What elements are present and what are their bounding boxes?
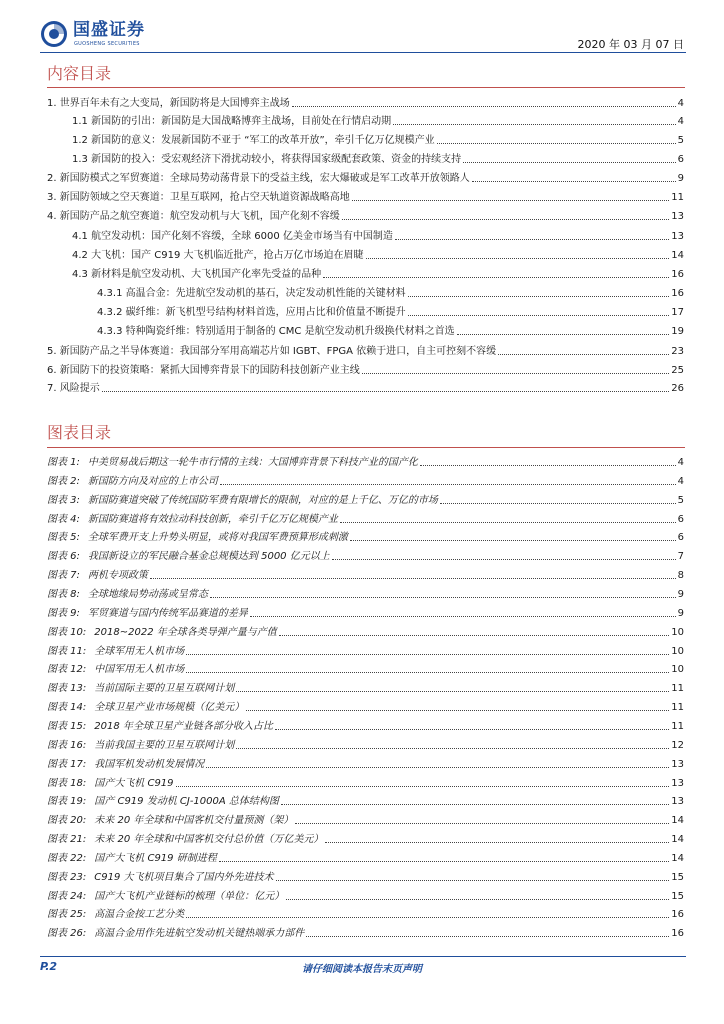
- leader-dots: [408, 296, 670, 297]
- figure-entry-label: 图表 17:: [47, 758, 87, 770]
- figure-entry-label: 图表 9:: [47, 607, 80, 619]
- leader-dots: [219, 861, 670, 862]
- figure-entry-label: 图表 16:: [47, 739, 87, 751]
- toc-entry-page: 17: [671, 307, 684, 318]
- toc-title: 内容目录: [47, 64, 112, 83]
- figure-entry-label: 图表 6:: [47, 551, 80, 563]
- toc-entry-page: 11: [671, 192, 684, 203]
- toc-entry-title: 4.2 大飞机：国产 C919 大飞机临近批产，抢占万亿市场迫在眉睫: [72, 250, 364, 261]
- figure-entry-title: 两机专项政策: [87, 570, 148, 582]
- figure-entry[interactable]: [47, 567, 684, 582]
- figure-entry[interactable]: [47, 925, 684, 940]
- toc-entry-title: 4.1 航空发动机：国产化刻不容缓，全球 6000 亿美金市场当有中国制造: [72, 231, 393, 242]
- leader-dots: [340, 522, 676, 523]
- figure-entry-title: 国产大飞机 C919 研制进程: [94, 852, 217, 864]
- figure-entry-title: 我国军机发动机发展情况: [94, 758, 205, 770]
- disclaimer-link[interactable]: 请仔细阅读本报告末页声明: [302, 964, 422, 975]
- toc-entry-page: 6: [677, 154, 684, 165]
- figure-entry-label: 图表 18:: [47, 777, 87, 789]
- leader-dots: [246, 710, 669, 711]
- leader-dots: [457, 334, 670, 335]
- figure-entry-page: 6: [677, 532, 684, 544]
- toc-entry-page: 13: [671, 211, 684, 222]
- figure-entry-label: 图表 10:: [47, 626, 87, 638]
- figure-entry-page: 10: [671, 626, 684, 638]
- leader-dots: [362, 373, 670, 374]
- figure-entry[interactable]: [47, 492, 684, 507]
- toc-entry-title: 6. 新国防下的投资策略：紧抓大国博弈背景下的国防科技创新产业主线: [47, 365, 360, 376]
- figure-entry[interactable]: [47, 473, 684, 488]
- leader-dots: [342, 219, 670, 220]
- figure-entry-page: 5: [677, 494, 684, 506]
- header-divider: [40, 52, 686, 53]
- toc-entry[interactable]: [72, 113, 684, 128]
- toc-entry-page: 23: [671, 346, 684, 357]
- leader-dots: [408, 315, 670, 316]
- leader-dots: [186, 654, 669, 655]
- leader-dots: [350, 540, 676, 541]
- figure-entry[interactable]: [47, 831, 684, 846]
- figure-entry[interactable]: [47, 869, 684, 884]
- figure-entry[interactable]: [47, 548, 684, 563]
- figure-entry-page: 15: [671, 890, 684, 902]
- leader-dots: [366, 258, 670, 259]
- toc-entry-page: 25: [671, 365, 684, 376]
- brand-logo: [40, 20, 230, 48]
- toc-entry-title: 3. 新国防领域之空天赛道：卫星互联网，抢占空天轨道资源战略高地: [47, 192, 350, 203]
- figure-entry-title: 全球军费开支上升势头明显，或将对我国军费预算形成刺激: [87, 532, 348, 544]
- toc-entry-page: 16: [671, 288, 684, 299]
- figure-entry-title: 全球军用无人机市场: [94, 645, 185, 657]
- figure-entry-page: 9: [677, 589, 684, 600]
- figure-entry-page: 11: [671, 720, 684, 732]
- figure-entry-page: 11: [671, 702, 684, 713]
- figure-entry-label: 图表 15:: [47, 720, 87, 732]
- figure-entry[interactable]: [47, 454, 684, 469]
- figure-entry[interactable]: [47, 699, 684, 714]
- toc-entry[interactable]: [72, 266, 684, 281]
- figure-entry-page: 10: [671, 664, 684, 676]
- leader-dots: [463, 162, 676, 163]
- figure-entry-title: 当前我国主要的卫星互联网计划: [94, 739, 235, 751]
- figure-entry-page: 16: [671, 909, 684, 921]
- figure-entry-title: 中国军用无人机市场: [94, 664, 185, 676]
- toc-entry[interactable]: [72, 247, 684, 262]
- leader-dots: [186, 917, 669, 918]
- toc-entry-title: 1.3 新国防的投入：受宏观经济下滑扰动较小，将获得国家级配套政策、资金的持续支持: [72, 154, 462, 165]
- figure-entry-label: 图表 3:: [47, 494, 80, 506]
- figure-entry-page: 13: [671, 796, 684, 808]
- leader-dots: [250, 616, 676, 617]
- figure-entry-label: 图表 13:: [47, 683, 87, 695]
- leader-dots: [498, 354, 669, 355]
- toc-entry[interactable]: [72, 151, 684, 166]
- figure-entry[interactable]: [47, 737, 684, 752]
- toc-entry-page: 5: [677, 135, 684, 146]
- toc-entry-page: 16: [671, 269, 684, 280]
- figure-entry-title: 新国防赛道将有效拉动科技创新，牵引千亿万亿规模产业: [87, 513, 338, 525]
- figure-entry-label: 图表 4:: [47, 513, 80, 525]
- leader-dots: [176, 786, 670, 787]
- figure-entry-label: 图表 23:: [47, 871, 87, 883]
- figure-entry-title: 军贸赛道与国内传统军品赛道的差异: [87, 607, 248, 619]
- leader-dots: [323, 277, 669, 278]
- leader-dots: [437, 143, 676, 144]
- figure-entry-page: 16: [671, 928, 684, 940]
- figure-entry[interactable]: [47, 906, 684, 921]
- figure-entry-page: 11: [671, 683, 684, 695]
- figure-entry-page: 7: [677, 551, 684, 563]
- figure-entry-page: 14: [671, 815, 684, 827]
- figure-entry-page: 14: [671, 834, 684, 845]
- figure-entry[interactable]: [47, 661, 684, 676]
- figure-entry[interactable]: [47, 850, 684, 865]
- toc-entry[interactable]: [47, 208, 684, 223]
- toc-entry-title: 4.3 新材料是航空发动机、大飞机国产化率先受益的品种: [72, 269, 322, 280]
- leader-dots: [279, 635, 670, 636]
- figure-entry-page: 14: [671, 852, 684, 864]
- leader-dots: [393, 124, 676, 125]
- toc-entry-title: 7. 风险提示: [47, 383, 100, 394]
- figure-entry-title: 我国新设立的军民融合基金总规模达到 5000 亿元以上: [87, 551, 330, 563]
- leader-dots: [286, 899, 669, 900]
- figure-entry-title: 未来 20 年全球和中国客机交付量预测（架）: [94, 815, 294, 827]
- footer-divider: [40, 956, 686, 957]
- figure-entry-page: 12: [671, 739, 684, 751]
- figure-entry[interactable]: [47, 529, 684, 544]
- leader-dots: [306, 936, 669, 937]
- toc-entry-title: 4. 新国防产品之航空赛道：航空发动机与大飞机，国产化刻不容缓: [47, 211, 340, 222]
- figure-entry-label: 图表 21:: [47, 834, 87, 845]
- toc-entry[interactable]: [97, 304, 684, 319]
- toc-entry-page: 4: [677, 98, 684, 109]
- toc-entry[interactable]: [72, 228, 684, 243]
- figure-entry-label: 图表 5:: [47, 532, 80, 544]
- toc-entry[interactable]: [72, 132, 684, 147]
- leader-dots: [395, 239, 669, 240]
- leader-dots: [295, 823, 669, 824]
- leader-dots: [210, 597, 676, 598]
- leader-dots: [440, 503, 676, 504]
- toc-entry-title: 2. 新国防模式之军贸赛道：全球局势动荡背景下的受益主线，宏大爆破或是军工改革开放领路人: [47, 173, 470, 184]
- figure-entry[interactable]: [47, 605, 684, 620]
- figure-entry-title: 全球卫星产业市场规模（亿美元）: [94, 702, 245, 713]
- brand-name: 国盛证券: [73, 20, 145, 40]
- figure-entry[interactable]: [47, 718, 684, 733]
- figure-entry-title: 国产 C919 发动机 CJ-1000A 总体结构图: [94, 796, 279, 808]
- leader-dots: [325, 842, 669, 843]
- figure-entry-label: 图表 22:: [47, 852, 87, 864]
- toc-title-rule: [47, 87, 685, 88]
- figure-entry-page: 15: [671, 871, 684, 883]
- figure-entry-label: 图表 11:: [47, 645, 87, 657]
- figure-entry-title: 高温合金按工艺分类: [94, 909, 185, 921]
- leader-dots: [472, 181, 676, 182]
- toc-entry-title: 4.3.3 特种陶瓷纤维：特别适用于制备的 CMC 是航空发动机升级换代材料之首选: [97, 326, 455, 337]
- figure-entry[interactable]: [47, 888, 684, 903]
- toc-entry[interactable]: [47, 343, 684, 358]
- toc-entry[interactable]: [97, 285, 684, 300]
- page-number: P.2: [40, 960, 58, 973]
- toc-entry[interactable]: [97, 323, 684, 338]
- figure-entry-label: 图表 8:: [47, 589, 80, 600]
- figure-entry-title: 未来 20 年全球和中国客机交付总价值（万亿美元）: [94, 834, 324, 845]
- toc-entry-title: 1. 世界百年未有之大变局，新国防将是大国博弈主战场: [47, 98, 290, 109]
- brand-logo-icon: [40, 20, 68, 48]
- toc-entry-title: 5. 新国防产品之半导体赛道：我国部分军用高端芯片如 IGBT、FPGA 依赖于进口，自主可控刻不容缓: [47, 346, 497, 357]
- brand-name-en: GUOSHENG SECURITIES: [74, 41, 140, 47]
- toc-entry-page: 13: [671, 231, 684, 242]
- leader-dots: [420, 465, 676, 466]
- report-date: 2020 年 03 月 07 日: [577, 38, 684, 51]
- toc-entry-page: 4: [677, 116, 684, 127]
- figure-entry-label: 图表 24:: [47, 890, 87, 902]
- leader-dots: [292, 106, 676, 107]
- toc-entry[interactable]: [47, 95, 684, 110]
- figure-entry-label: 图表 14:: [47, 702, 87, 713]
- figure-entry-title: 高温合金用作先进航空发动机关键热端承力部件: [94, 928, 305, 940]
- figures-title: 图表目录: [47, 423, 112, 442]
- toc-entry[interactable]: [47, 170, 684, 185]
- figure-entry-title: 国产大飞机 C919: [94, 777, 174, 789]
- figure-entry-page: 13: [671, 777, 684, 789]
- figure-entry-title: 中美贸易战后期这一轮牛市行情的主线：大国博弈背景下科技产业的国产化: [87, 457, 418, 468]
- figure-entry-label: 图表 1:: [47, 457, 80, 468]
- figure-entry-page: 13: [671, 758, 684, 770]
- toc-entry-page: 26: [671, 383, 684, 394]
- figure-entry[interactable]: [47, 586, 684, 601]
- toc-entry-page: 14: [671, 250, 684, 261]
- figure-entry[interactable]: [47, 624, 684, 639]
- figure-entry[interactable]: [47, 756, 684, 771]
- leader-dots: [236, 691, 669, 692]
- figure-entry[interactable]: [47, 812, 684, 827]
- figure-entry-label: 图表 12:: [47, 664, 87, 676]
- toc-entry[interactable]: [47, 362, 684, 377]
- figure-entry[interactable]: [47, 511, 684, 526]
- figure-entry-label: 图表 7:: [47, 570, 80, 582]
- toc-entry-title: 1.2 新国防的意义：发展新国防不亚于 “军工的改革开放”，牵引千亿万亿规模产业: [72, 135, 435, 146]
- leader-dots: [352, 200, 670, 201]
- figure-entry[interactable]: [47, 793, 684, 808]
- figure-entry-title: 2018 年全球卫星产业链各部分收入占比: [94, 720, 273, 732]
- leader-dots: [236, 748, 669, 749]
- figure-entry[interactable]: [47, 775, 684, 790]
- figure-entry-label: 图表 26:: [47, 928, 87, 940]
- leader-dots: [220, 484, 676, 485]
- figure-entry[interactable]: [47, 643, 684, 658]
- figure-entry-title: 当前国际主要的卫星互联网计划: [94, 683, 235, 695]
- toc-entry-title: 1.1 新国防的引出：新国防是大国战略博弈主战场，目前处在行情启动期: [72, 116, 392, 127]
- figure-entry-page: 4: [677, 475, 684, 487]
- leader-dots: [102, 391, 670, 392]
- figure-entry-title: 全球地缘局势动荡或呈常态: [87, 589, 208, 600]
- toc-entry[interactable]: [47, 189, 684, 204]
- figures-title-rule: [47, 447, 685, 448]
- figure-entry-title: 2018~2022 年全球各类导弹产量与产值: [94, 626, 277, 638]
- figure-entry-label: 图表 19:: [47, 796, 87, 808]
- leader-dots: [276, 880, 670, 881]
- figure-entry-page: 6: [677, 513, 684, 525]
- figure-entry-label: 图表 2:: [47, 475, 80, 487]
- toc-entry-title: 4.3.2 碳纤维：新飞机型号结构材料首选，应用占比和价值量不断提升: [97, 307, 406, 318]
- figure-entry-label: 图表 20:: [47, 815, 87, 827]
- figure-entry-page: 10: [671, 645, 684, 657]
- toc-entry-page: 19: [671, 326, 684, 337]
- toc-entry-page: 9: [677, 173, 684, 184]
- figure-entry-title: C919 大飞机项目集合了国内外先进技术: [94, 871, 274, 883]
- leader-dots: [150, 578, 676, 579]
- figure-entry-page: 4: [677, 457, 684, 468]
- leader-dots: [186, 672, 669, 673]
- leader-dots: [206, 767, 669, 768]
- figure-entry[interactable]: [47, 680, 684, 695]
- figure-entry-label: 图表 25:: [47, 909, 87, 921]
- figure-entry-page: 9: [677, 607, 684, 619]
- figure-entry-title: 新国防赛道突破了传统国防军费有限增长的限制，对应的是上千亿、万亿的市场: [87, 494, 438, 506]
- toc-entry[interactable]: [47, 380, 684, 395]
- figure-entry-title: 国产大飞机产业链标的梳理（单位：亿元）: [94, 890, 285, 902]
- toc-entry-title: 4.3.1 高温合金：先进航空发动机的基石，决定发动机性能的关键材料: [97, 288, 406, 299]
- figure-entry-page: 8: [677, 570, 684, 582]
- figure-entry-title: 新国防方向及对应的上市公司: [87, 475, 218, 487]
- page-header: [0, 0, 724, 52]
- leader-dots: [332, 559, 676, 560]
- leader-dots: [281, 804, 669, 805]
- leader-dots: [275, 729, 669, 730]
